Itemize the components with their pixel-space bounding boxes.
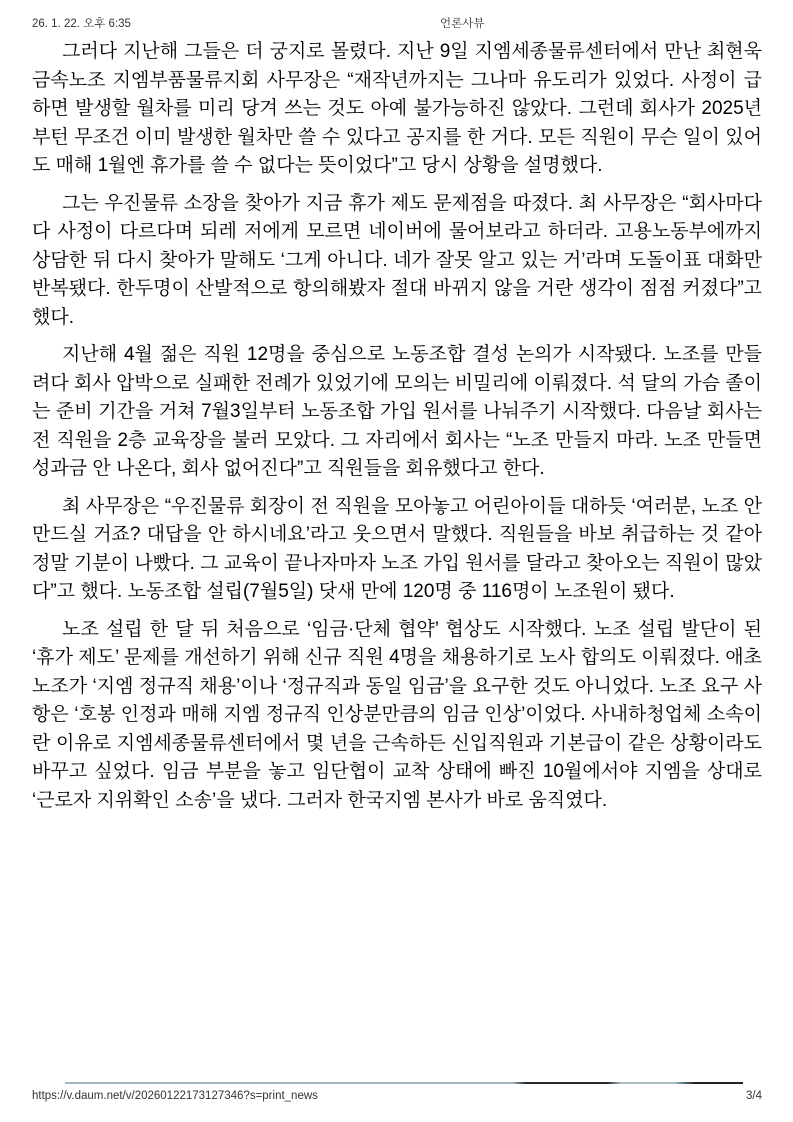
article-body [32,38,762,824]
header-title: 언론사뷰 [440,18,485,30]
article-paragraph: 지난해 4월 젊은 직원 12명을 중심으로 노동조합 결성 논의가 시작됐다. 노조를 만들려다 회사 압박으로 실패한 전례가 있었기에 모의는 비밀리에 이뤄졌다. 석 달의 가슴 졸이는 준비 기간을 거쳐 7월3일부터 노동조합 가입 원서를 나눠주기 시작했다. 다음날 회사는 전 직원을 2층 교육장을 불러 모았다. 그 자리에서 회사는 “노조 만들지 마라. 노조 만들면 성과금 안 나온다, 회사 없어진다”고 직원들을 회유했다고 한다. [32,344,762,479]
footer-url: https://v.daum.net/v/20260122173127346?s=print_news [32,1090,318,1102]
article-paragraph: 그러다 지난해 그들은 더 궁지로 몰렸다. 지난 9일 지엠세종물류센터에서 만난 최현욱 금속노조 지엠부품물류지회 사무장은 “재작년까지는 그나마 유도리가 있었다. 사정이 급하면 발생할 월차를 미리 당겨 쓰는 것도 아예 불가능하진 않았다. 그런데 회사가 2025년부턴 무조건 이미 발생한 월차만 쓸 수 있다고 공지를 한 거다. 모든 직원이 무슨 일이 있어도 매해 1월엔 휴가를 쓸 수 없다는 뜻이었다”고 당시 상황을 설명했다. [32,41,762,176]
article-paragraph: 최 사무장은 “우진물류 회장이 전 직원을 모아놓고 어린아이들 대하듯 ‘여러분, 노조 안 만드실 거죠? 대답을 안 하시네요’라고 웃으면서 말했다. 직원들을 바보 취급하는 것 같아 정말 기분이 나빴다. 그 교육이 끝나자마자 노조 가입 원서를 달라고 찾아오는 직원이 많았다”고 했다. 노동조합 설립(7월5일) 닷새 만에 120명 중 116명이 노조원이 됐다. [32,495,762,602]
header-datetime: 26. 1. 22. 오후 6:35 [32,18,131,30]
article-paragraph: 노조 설립 한 달 뒤 처음으로 ‘임금·단체 협약’ 협상도 시작했다. 노조 설립 발단이 된 ‘휴가 제도’ 문제를 개선하기 위해 신규 직원 4명을 채용하기로 노사 합의도 이뤄졌다. 애초 노조가 ‘지엠 정규직 채용’이나 ‘정규직과 동일 임금’을 요구한 것도 아니었다. 노조 요구 사항은 ‘호봉 인정과 매해 지엠 정규직 인상분만큼의 임금 인상’이었다. 사내하청업체 소속이란 이유로 지엠세종물류센터에서 몇 년을 근속하든 신입직원과 기본급이 같은 상황이라도 바꾸고 싶었다. 임금 부분을 놓고 임단협이 교착 상태에 빠진 10월에서야 지엠을 상대로 ‘근로자 지위확인 소송’을 냈다. 그러자 한국지엠 본사가 바로 움직였다. [32,618,762,811]
footer-page-indicator: 3/4 [746,1090,762,1102]
partial-image-top-edge [65,1082,743,1084]
article-paragraph: 그는 우진물류 소장을 찾아가 지금 휴가 제도 문제점을 따졌다. 최 사무장은 “회사마다 다 사정이 다르다며 되레 저에게 모르면 네이버에 물어보라고 하더라. 고용노동부에까지 상담한 뒤 다시 찾아가 말해도 ‘그게 아니다. 네가 잘못 알고 있는 거’라며 도돌이표 대화만 반복됐다. 한두명이 산발적으로 항의해봤자 절대 바뀌지 않을 거란 생각이 점점 커졌다”고 했다. [32,192,762,328]
